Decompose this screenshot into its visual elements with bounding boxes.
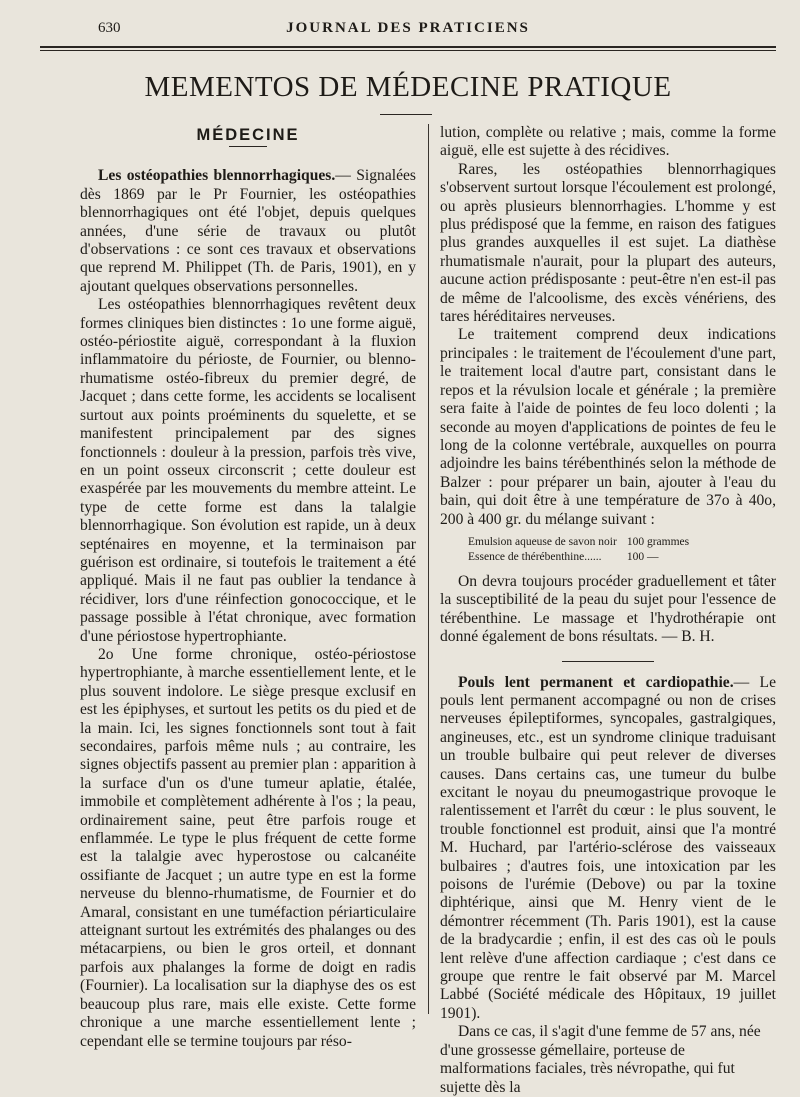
paragraph: 2o Une forme chronique, ostéo-périostose hypertrophiante, à marche essentiellement lente, et le plus souvent indolore. Le siège presque exclusif en est les épiphyses, et surtout les petits os du pied et de la main. Ici, les signes fonctionnels sont tout à fait secondaires, parfois même nuls ; au contraire, les signes objectifs passent au premier plan : apparition à la surface d'un os d'une tumeur aplatie, étalée, immobile et complètement adhérente à l'os ; la peau, ordinairement saine, peut être parfois rouge et enflammée. Le type le plus fréquent de cette forme est la talalgie avec hyperostose ou calcanéite ossifiante de Jacquet ; un autre type en est la forme nerveuse du blenno-rhumatisme, de Fournier et do Amaral, consistant en une tuméfaction périarticulaire atteignant surtout les extrémités des phalanges ou des métacarpiens, ou bien le gros orteil, et donnant parfois aux phalanges la forme de doigt en radis (Fournier). La localisation sur la diaphyse des os est beaucoup plus rare, mais elle existe. Cette forme chronique a une marche essentiellement lente ; cependant elle se termine toujours par réso- [80,645,416,1050]
main-title: MEMENTOS DE MÉDECINE PRATIQUE [144,71,672,103]
recipe-quantity: 100 — [626,550,659,563]
paragraph [80,167,416,296]
section-rule [229,146,267,147]
left-column [80,124,416,1051]
header-rule-thin [40,50,776,51]
recipe-quantity: 100 grammes [626,535,690,548]
article-title: Les ostéopathies blennorrhagiques. [98,167,336,185]
header-rule [40,46,776,48]
running-head [40,18,776,42]
paragraph-text: — Le pouls lent permanent accompagné ou non de crises nerveuses épileptiformes, syncopales, gastralgiques, angineuses, etc., est un syndrome clinique traduisant un trouble bulbaire qui peut relever de diverses causes. Dans certains cas, une tumeur du bulbe excitant le noyau du pneumogastrique provoque le ralentissement et l'arrêt du cœur : le plus souvent, le trouble fonctionnel est produit, ainsi que l'a montré M. Huchard, par l'artério-sclérose des vaisseaux bulbaires ; d'autres fois, une intoxication par les poisons de l'urémie (Debove) ou par la toxine diphtérique, ainsi que M. Henry vient de le démontrer récemment (Th. Paris 1901), est la cause de la bradycardie ; enfin, il est des cas où le pouls lent relève d'une affection cardiaque ; c'est dans ce groupe que rentre le fait observé par M. Marcel Labbé (Société médicale des Hôpitaux, 19 juillet 1901). [440,673,776,1022]
paragraph: Les ostéopathies blennorrhagiques revêtent deux formes cliniques bien distinctes : 1o une forme aiguë, ostéo-périostite aiguë, correspondant à la fluxion inflammatoire du périoste, de Fournier, ou blenno-rhumatisme ostéo-fibreux du premier degré, de Jacquet ; dans cette forme, les accidents se localisent surtout aux points proéminents du squelette, et se manifestent principalement par des signes fonctionnels : douleur à la pression, parfois très vive, en un point osseux circonscrit ; cette douleur est exaspérée par les mouvements du membre atteint. Le type de cette forme est dans la talalgie blennorrhagique. Son évolution est rapide, un à deux septénaires en moyenne, et la terminaison par guérison est ordinaire, si toutefois le traitement a été appliqué. Mais il ne faut pas oublier la tendance à récidiver, lors d'une réinfection gonococcique, et le passage possible à l'état chronique, avec formation d'une périostose hypertrophiante. [80,296,416,645]
paragraph: Dans ce cas, il s'agit d'une femme de 57 ans, née d'une grossesse gémellaire, porteuse de malformations faciales, très névropathe, qui fut sujette dès la [440,1023,761,1096]
paragraph: Rares, les ostéopathies blennorrhagiques s'observent surtout lorsque l'écoulement est prolongé, ou après plusieurs blennorrhagies. L'homme y est plus prédisposé que la femme, en raison des fatigues plus grandes auxquelles il est sujet. La diathèse rhumatismale n'aurait, pour la plupart des auteurs, aucune action prédisposante : peut-être n'en est-il pas de même de l'alcoolisme, des excès vénériens, des tares héréditaires nerveuses. [440,160,776,326]
paragraph: lution, complète ou relative ; mais, comme la forme aiguë, elle est sujette à des récidives. [440,124,776,160]
column-divider [428,124,429,1014]
page-number: 630 [98,20,121,36]
paragraph-text: — Signalées dès 1869 par le Pr Fournier, les ostéopathies blennorrhagiques ont été l'objet, depuis quelques années, d'une série de travaux ou plutôt d'observations : ce sont ces travaux et observations que reprend M. Philippet (Th. de Paris, 1901), en y ajoutant quelques observations personnelles. [80,167,416,295]
paragraph: Le traitement comprend deux indications principales : le traitement de l'écoulement d'une part, le traitement local d'autre part, consistant dans le repos et la révulsion locale et générale ; la première sera faite à l'aide de pointes de feu loco dolenti ; la seconde au moyen d'applications de pointes de feu le long de la colonne vertébrale, auxquelles on pourra adjoindre les bains térébenthinés selon la méthode de Balzer : pour préparer un bain, ajouter à l'eau du bain, qui doit être à une température de 37o à 40o, 200 à 400 gr. du mélange suivant : [440,326,776,528]
recipe-row [468,535,695,550]
section-heading: MÉDECINE [196,126,300,144]
recipe-ingredient: Emulsion aqueuse de savon noir [468,535,617,548]
paragraph [440,674,776,1024]
article-title: Pouls lent permanent et cardiopathie. [458,673,734,691]
recipe-ingredient: Essence de thérébenthine...... [468,550,602,563]
title-rule [380,114,432,115]
right-column [440,124,776,1097]
recipe-table [468,535,695,565]
paragraph: On devra toujours procéder graduellement et tâter la susceptibilité de la peau du sujet pour l'essence de térébenthine. Le massage et l'hydrothérapie ont donné également de bons résultats. — B. H. [440,572,776,646]
journal-title: JOURNAL DES PRATICIENS [286,20,530,36]
recipe-row [468,550,695,565]
article-separator [562,661,654,662]
